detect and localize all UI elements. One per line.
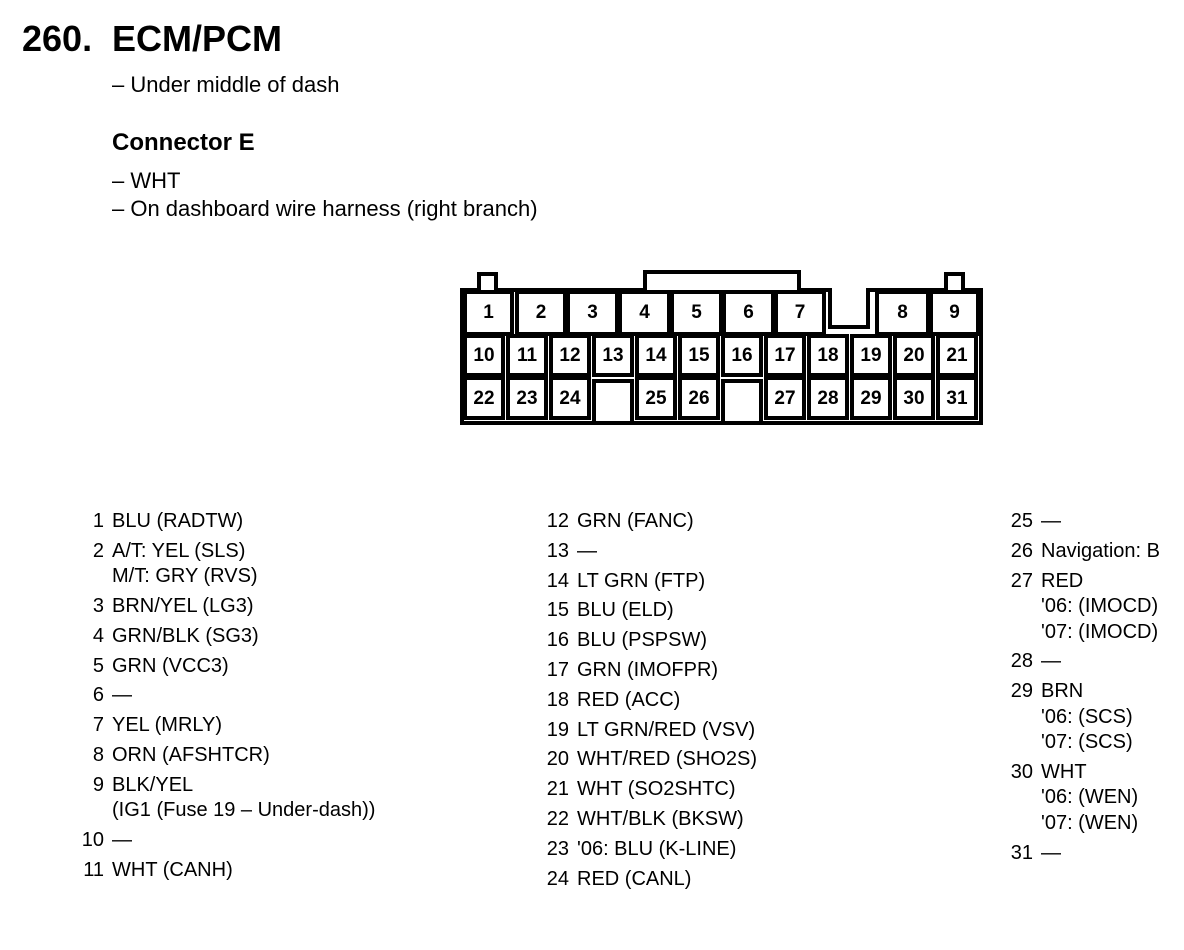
pin-description-line: '06: BLU (K-LINE) xyxy=(577,837,737,860)
pin-description-line: BRN xyxy=(1041,680,1084,703)
connector-pin-label: 25 xyxy=(645,388,667,409)
pin-description xyxy=(112,654,229,680)
pin-description-line: Navigation: B xyxy=(1041,539,1160,562)
pin-description-line: '06: (IMOCD) xyxy=(1041,595,1159,618)
connector-pin-label: 21 xyxy=(946,345,968,366)
pin-entry-14 xyxy=(529,569,757,595)
pin-description-line: '06: (WEN) xyxy=(1041,786,1139,809)
connector-key xyxy=(723,381,761,421)
connector-pin-label: 31 xyxy=(946,388,968,409)
connector-diagram xyxy=(440,262,1000,437)
pin-description-line: WHT/BLK (BKSW) xyxy=(577,807,744,830)
pin-description-line: GRN (VCC3) xyxy=(112,654,229,677)
connector-pin-label: 15 xyxy=(688,345,710,366)
pin-number: 14 xyxy=(546,569,569,592)
pin-number: 5 xyxy=(92,654,104,677)
pin-description-line: M/T: GRY (RVS) xyxy=(112,565,258,588)
pin-entry-2 xyxy=(64,539,375,590)
connector-pin-label: 2 xyxy=(535,302,547,323)
pin-entry-12 xyxy=(529,509,757,535)
pin-entry-30 xyxy=(993,760,1160,837)
pin-entry-21 xyxy=(529,777,757,803)
connector-pin-label: 3 xyxy=(587,302,598,323)
section-number: 260. xyxy=(22,18,93,59)
pin-description xyxy=(1041,569,1158,646)
pin-description xyxy=(112,858,233,884)
pin-number: 1 xyxy=(92,510,104,532)
pin-number: 23 xyxy=(546,837,569,860)
pin-description-line: WHT xyxy=(1041,760,1087,783)
pin-entry-17 xyxy=(529,658,757,684)
pin-entry-7 xyxy=(64,713,375,739)
pin-entry-8 xyxy=(64,743,375,769)
pin-entry-27 xyxy=(993,569,1160,646)
pin-description xyxy=(1041,539,1160,565)
pin-number: 11 xyxy=(83,858,104,881)
pin-number: 27 xyxy=(1010,569,1033,592)
pin-description xyxy=(1041,509,1061,535)
pin-description xyxy=(112,624,259,650)
pin-number: 16 xyxy=(546,629,569,652)
pin-entry-20 xyxy=(529,747,757,773)
connector-pin-label: 9 xyxy=(949,302,960,323)
pin-number: 9 xyxy=(92,773,104,796)
pin-entry-23 xyxy=(529,837,757,863)
pin-number: 7 xyxy=(92,714,104,737)
pin-description-line: BLU (ELD) xyxy=(577,599,674,622)
pin-description-line: GRN (IMOFPR) xyxy=(577,658,719,681)
pin-description-line: — xyxy=(577,539,597,562)
connector-pin-label: 7 xyxy=(794,302,806,323)
pin-entry-3 xyxy=(64,594,375,620)
pin-number: 30 xyxy=(1010,760,1033,783)
pin-description xyxy=(1041,760,1138,837)
pin-entry-24 xyxy=(529,867,757,893)
pin-description xyxy=(112,743,270,769)
pin-description xyxy=(577,807,744,833)
connector-pin-label: 17 xyxy=(774,345,796,366)
pin-entry-19 xyxy=(529,718,757,744)
pin-description-line: BLU (RADTW) xyxy=(112,510,244,532)
pin-list-column-3 xyxy=(993,509,1160,871)
pin-description-line: '06: (SCS) xyxy=(1041,705,1133,728)
pin-list-column-1 xyxy=(64,509,375,888)
pin-number: 24 xyxy=(546,867,569,890)
pin-number: 31 xyxy=(1010,841,1033,864)
pin-description-line: — xyxy=(1041,510,1061,532)
pin-description-line: '07: (WEN) xyxy=(1041,811,1139,834)
pin-description-line: — xyxy=(1041,650,1061,673)
pin-entry-25 xyxy=(993,509,1160,535)
pin-number: 6 xyxy=(92,684,104,707)
pin-description xyxy=(112,594,254,620)
pin-description xyxy=(577,777,736,803)
connector-pin-label: 12 xyxy=(559,345,581,366)
pin-description xyxy=(112,683,132,709)
connector-harness-text: – On dashboard wire harness (right branch) xyxy=(112,196,538,221)
pin-number: 29 xyxy=(1010,680,1033,703)
pin-description xyxy=(577,658,718,684)
pin-description xyxy=(577,628,707,654)
pin-entry-28 xyxy=(993,649,1160,675)
connector-pin-label: 4 xyxy=(639,302,650,323)
connector-pin-label: 16 xyxy=(731,345,753,366)
pin-description xyxy=(112,828,132,854)
connector-pin-label: 20 xyxy=(903,345,925,366)
pin-description xyxy=(577,539,597,565)
pin-description xyxy=(112,773,375,824)
pin-number: 10 xyxy=(81,829,104,852)
connector-pin-label: 1 xyxy=(483,302,494,323)
pin-number: 20 xyxy=(546,748,569,771)
pin-description-line: WHT (CANH) xyxy=(112,858,233,881)
pin-entry-26 xyxy=(993,539,1160,565)
pin-description-line: WHT/RED (SHO2S) xyxy=(577,748,757,771)
pin-number: 2 xyxy=(92,539,104,562)
pin-entry-22 xyxy=(529,807,757,833)
pin-description xyxy=(577,569,705,595)
pin-description xyxy=(1041,649,1061,675)
pin-description xyxy=(577,837,736,863)
pin-description-line: (IG1 (Fuse 19 – Under-dash)) xyxy=(112,799,376,822)
connector-pin-label: 5 xyxy=(691,302,702,323)
connector-pin-label: 10 xyxy=(473,345,495,366)
pin-description-line: A/T: YEL (SLS) xyxy=(112,539,246,562)
pin-entry-18 xyxy=(529,688,757,714)
pin-description xyxy=(577,747,757,773)
pin-description xyxy=(577,718,755,744)
pin-description-line: — xyxy=(112,829,132,852)
connector-pin-label: 24 xyxy=(559,388,581,409)
pin-number: 17 xyxy=(546,658,569,681)
connector-pin-label: 28 xyxy=(817,388,839,409)
pin-description-line: GRN/BLK (SG3) xyxy=(112,624,259,647)
pin-description-line: RED xyxy=(1041,569,1084,592)
pin-description-line: BRN/YEL (LG3) xyxy=(112,595,254,618)
pin-entry-4 xyxy=(64,624,375,650)
page-title: ECM/PCM xyxy=(112,18,282,59)
pin-number: 15 xyxy=(546,599,569,622)
pin-description-line: LT GRN/RED (VSV) xyxy=(577,718,756,741)
pin-description-line: — xyxy=(1041,841,1061,864)
pin-number: 25 xyxy=(1010,510,1033,532)
connector-pin-label: 29 xyxy=(860,388,882,409)
pin-description xyxy=(112,539,258,590)
pin-description xyxy=(112,713,222,739)
pin-number: 18 xyxy=(546,688,569,711)
pin-entry-1 xyxy=(64,509,375,535)
pin-description-line: RED (ACC) xyxy=(577,688,681,711)
connector-pin-label: 27 xyxy=(774,388,796,409)
connector-pin-label: 13 xyxy=(602,345,624,366)
connector-pin-label: 22 xyxy=(473,388,495,409)
pin-number: 19 xyxy=(546,718,569,741)
pin-list-column-2 xyxy=(529,509,757,896)
connector-pin-label: 8 xyxy=(897,302,908,323)
pin-description xyxy=(577,867,691,893)
connector-pin-label: 26 xyxy=(688,388,710,409)
pin-number: 22 xyxy=(546,807,569,830)
pin-description-line: '07: (SCS) xyxy=(1041,731,1133,754)
pin-number: 4 xyxy=(92,624,104,647)
pin-number: 13 xyxy=(546,539,569,562)
location-text: – Under middle of dash xyxy=(112,72,340,97)
pin-description xyxy=(1041,841,1061,867)
pin-entry-13 xyxy=(529,539,757,565)
pin-entry-31 xyxy=(993,841,1160,867)
pin-number: 28 xyxy=(1010,650,1033,673)
pin-entry-11 xyxy=(64,858,375,884)
connector-pin-label: 14 xyxy=(645,345,667,366)
pin-entry-9 xyxy=(64,773,375,824)
pin-number: 3 xyxy=(92,595,104,618)
pin-number: 26 xyxy=(1010,539,1033,562)
pin-entry-10 xyxy=(64,828,375,854)
pin-description-line: BLK/YEL xyxy=(112,773,194,796)
pin-description-line: — xyxy=(112,684,132,707)
pin-description xyxy=(112,509,243,535)
connector-pin-label: 30 xyxy=(903,388,925,409)
pin-number: 12 xyxy=(546,510,569,532)
pin-entry-29 xyxy=(993,679,1160,756)
pin-description-line: GRN (FANC) xyxy=(577,510,694,532)
connector-heading: Connector E xyxy=(112,129,255,156)
connector-pin-label: 23 xyxy=(516,388,538,409)
pin-description-line: ORN (AFSHTCR) xyxy=(112,744,270,767)
pin-description xyxy=(1041,679,1133,756)
connector-pin-label: 18 xyxy=(817,345,839,366)
pin-entry-5 xyxy=(64,654,375,680)
pin-description xyxy=(577,509,694,535)
pin-number: 21 xyxy=(546,778,569,801)
connector-pin-label: 11 xyxy=(516,345,538,366)
connector-key xyxy=(594,381,632,421)
pin-description-line: RED (CANL) xyxy=(577,867,692,890)
pin-number: 8 xyxy=(92,744,104,767)
pin-entry-6 xyxy=(64,683,375,709)
pin-description xyxy=(577,598,674,624)
pin-description-line: BLU (PSPSW) xyxy=(577,629,708,652)
pin-entry-16 xyxy=(529,628,757,654)
pin-description xyxy=(577,688,680,714)
pin-description-line: '07: (IMOCD) xyxy=(1041,620,1159,643)
connector-color-text: – WHT xyxy=(112,168,181,193)
pin-description-line: LT GRN (FTP) xyxy=(577,569,706,592)
connector-pin-label: 19 xyxy=(860,345,882,366)
pin-description-line: WHT (SO2SHTC) xyxy=(577,778,736,801)
connector-pin-label: 6 xyxy=(743,302,754,323)
pin-entry-15 xyxy=(529,598,757,624)
pin-description-line: YEL (MRLY) xyxy=(112,714,223,737)
